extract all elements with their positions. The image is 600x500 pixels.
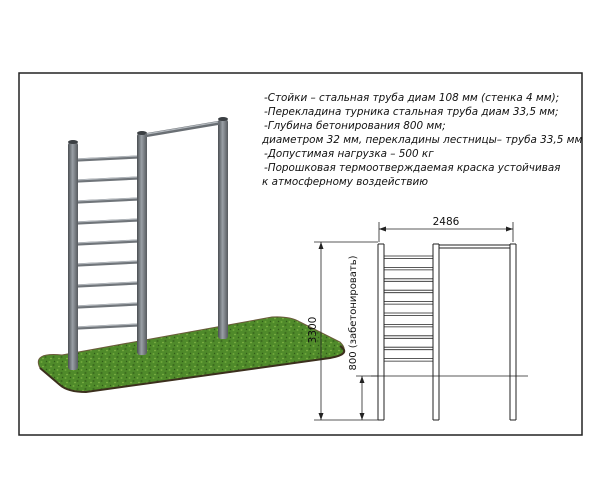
pole-right-2d <box>510 244 516 420</box>
spec-line-2: -Перекладина турника стальная труба диам 33,5 мм; <box>264 106 559 118</box>
pole-middle-3d <box>137 133 147 355</box>
ladder-rungs-3d <box>77 156 138 328</box>
dimension-width-label: 2486 <box>432 216 460 228</box>
ladder-rungs-2d <box>384 256 433 361</box>
dimension-depth <box>356 376 378 420</box>
spec-line-5: -Допустимая нагрузка – 500 кг <box>264 148 434 160</box>
specifications <box>261 92 582 188</box>
spec-line-4: диаметром 32 мм, перекладины лестницы– труба 33,5 мм <box>262 134 583 146</box>
dimension-depth-label: 800 (забетонировать) <box>348 255 359 371</box>
pullup-bar-2d <box>439 245 510 248</box>
dimension-height <box>314 242 378 420</box>
spec-line-1: -Стойки – стальная труба диам 108 мм (стенка 4 мм); <box>264 92 560 104</box>
pole-right-3d <box>218 119 228 339</box>
pullup-bar-3d <box>147 123 218 135</box>
pole-middle-2d <box>433 244 439 420</box>
technical-drawing <box>314 222 528 420</box>
dimension-height-label: 3300 <box>307 316 319 344</box>
pole-left-2d <box>378 244 384 420</box>
spec-line-6: -Порошковая термоотверждаемая краска устойчивая <box>264 162 561 174</box>
spec-line-7: к атмосферному воздействию <box>262 176 428 188</box>
pole-left-3d <box>68 142 78 370</box>
spec-line-3: -Глубина бетонирования 800 мм; <box>264 120 446 132</box>
